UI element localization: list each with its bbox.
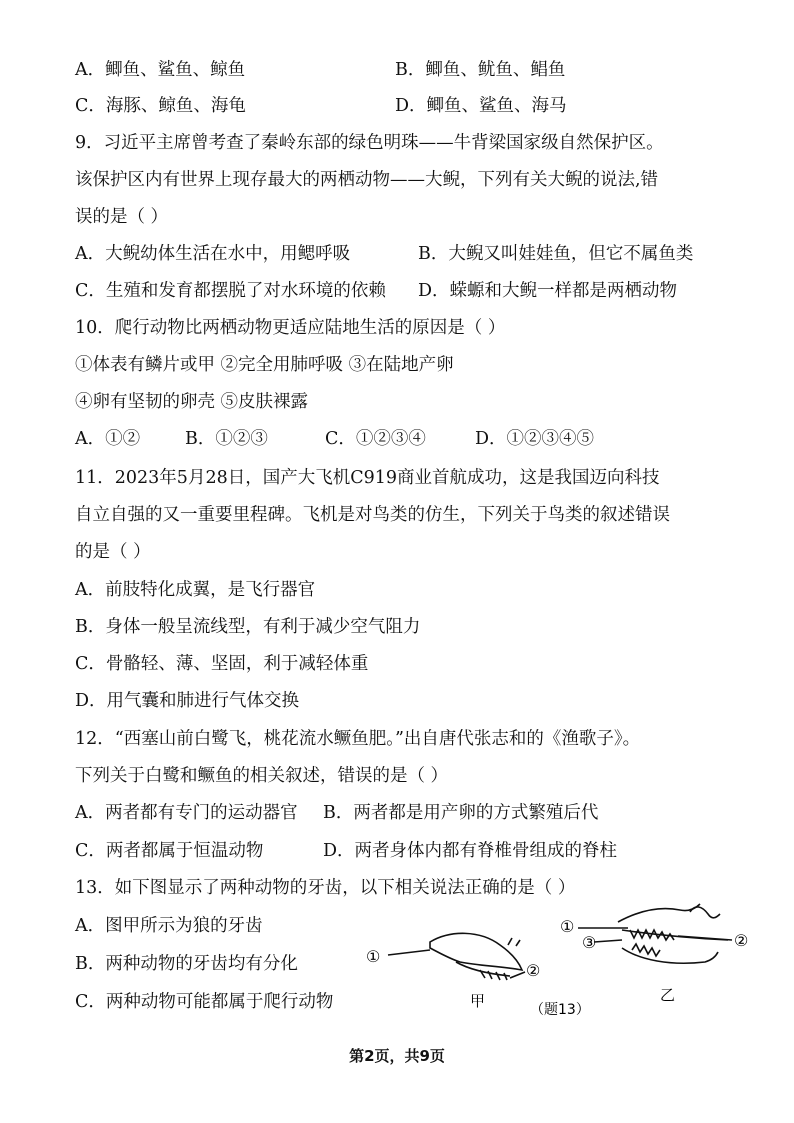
- q9-stem-line1: 9．习近平主席曾考查了秦岭东部的绿色明珠——牛背梁国家级自然保护区。: [75, 133, 664, 153]
- q12-stem-line1: 12．“西塞山前白鹭飞，桃花流水鳜鱼肥。”出自唐代张志和的《渔歌子》。: [75, 729, 641, 749]
- q11-option-b: B．身体一般呈流线型，有利于减少空气阻力: [75, 617, 421, 637]
- q10-option-d: D．①②③④⑤: [475, 429, 595, 449]
- q10-option-b: B．①②③: [185, 429, 268, 449]
- q8-option-a: A．鲫鱼、鲨鱼、鲸鱼: [75, 60, 246, 80]
- jaw-jia-drawing: [388, 933, 525, 980]
- q11-option-c: C．骨骼轻、薄、坚固，利于减轻体重: [75, 654, 369, 674]
- figure-caption: （题13）: [530, 1002, 590, 1018]
- q9-option-a: A．大鲵幼体生活在水中，用鳃呼吸: [75, 244, 351, 264]
- q8-option-d: D．鲫鱼、鲨鱼、海马: [395, 96, 567, 116]
- jia-label: 甲: [470, 992, 486, 1010]
- yi-mark-2: ②: [734, 931, 749, 950]
- q11-option-a: A．前肢特化成翼，是飞行器官: [75, 580, 316, 600]
- q10-option-c: C．①②③④: [325, 429, 426, 449]
- yi-mark-3: ③: [582, 933, 597, 952]
- q8-option-b: B．鲫鱼、鱿鱼、鲳鱼: [395, 60, 566, 80]
- q10-items-line1: ①体表有鳞片或甲 ②完全用肺呼吸 ③在陆地产卵: [75, 355, 454, 375]
- jia-mark-2: ②: [526, 961, 541, 980]
- page-number-footer: 第2页，共9页: [349, 1047, 445, 1065]
- q9-option-c: C．生殖和发育都摆脱了对水环境的依赖: [75, 281, 386, 301]
- q11-option-d: D．用气囊和肺进行气体交换: [75, 691, 300, 711]
- q13-stem: 13．如下图显示了两种动物的牙齿，以下相关说法正确的是（ ）: [75, 878, 576, 898]
- q9-option-d: D．蝾螈和大鲵一样都是两栖动物: [418, 281, 678, 301]
- yi-label: 乙: [660, 986, 676, 1004]
- q13-figure: [360, 900, 780, 1030]
- q11-stem-line1: 11．2023年5月28日，国产大飞机C919商业首航成功，这是我国迈向科技: [75, 468, 660, 488]
- q11-stem-line3: 的是（ ）: [75, 542, 151, 562]
- q13-option-a: A．图甲所示为狼的牙齿: [75, 916, 263, 936]
- q9-stem-line2: 该保护区内有世界上现存最大的两栖动物——大鲵，下列有关大鲵的说法,错: [75, 170, 659, 190]
- teeth-diagram: [360, 900, 780, 1030]
- q9-option-b: B．大鲵又叫娃娃鱼，但它不属鱼类: [418, 244, 694, 264]
- q10-option-a: A．①②: [75, 429, 141, 449]
- q10-stem: 10．爬行动物比两栖动物更适应陆地生活的原因是（ ）: [75, 318, 506, 338]
- q12-option-d: D．两者身体内都有脊椎骨组成的脊柱: [323, 841, 618, 861]
- q10-items-line2: ④卵有坚韧的卵壳 ⑤皮肤裸露: [75, 392, 309, 412]
- q12-option-c: C．两者都属于恒温动物: [75, 841, 264, 861]
- q11-stem-line2: 自立自强的又一重要里程碑。飞机是对鸟类的仿生，下列关于鸟类的叙述错误: [75, 505, 670, 525]
- q8-option-c: C．海豚、鲸鱼、海龟: [75, 96, 246, 116]
- q12-option-b: B．两者都是用产卵的方式繁殖后代: [323, 803, 599, 823]
- q13-option-b: B．两种动物的牙齿均有分化: [75, 954, 298, 974]
- q12-option-a: A．两者都有专门的运动器官: [75, 803, 298, 823]
- jaw-yi-drawing: [578, 904, 728, 963]
- yi-mark-1: ①: [560, 917, 575, 936]
- q10-options: [75, 427, 734, 451]
- q12-stem-line2: 下列关于白鹭和鳜鱼的相关叙述，错误的是（ ）: [75, 766, 449, 786]
- q13-option-c: C．两种动物可能都属于爬行动物: [75, 992, 334, 1012]
- q9-stem-line3: 误的是（ ）: [75, 207, 169, 227]
- jia-mark-1: ①: [366, 947, 381, 966]
